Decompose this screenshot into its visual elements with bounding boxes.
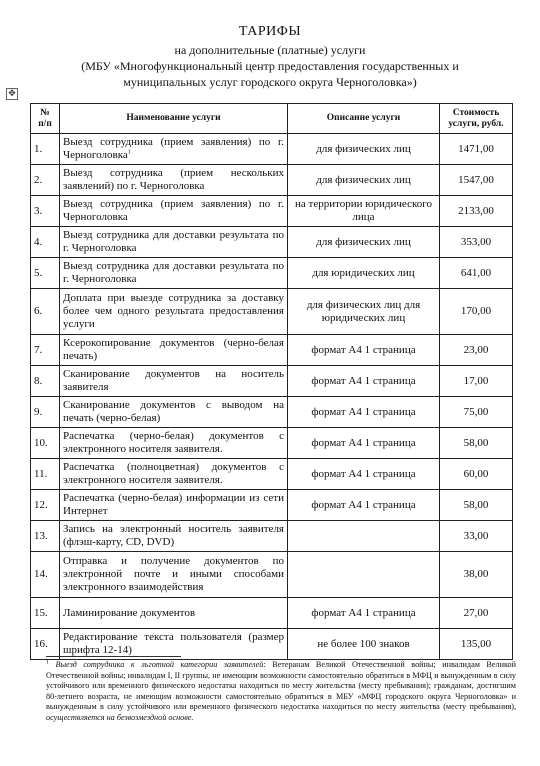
table-row — [31, 552, 513, 598]
service-price: 135,00 — [440, 629, 513, 660]
tariffs-table — [30, 103, 513, 660]
service-price: 75,00 — [440, 397, 513, 428]
table-header-row — [31, 104, 513, 134]
row-number: 9. — [31, 397, 60, 428]
service-description: для физических лиц — [288, 134, 440, 165]
row-number: 1. — [31, 134, 60, 165]
column-header-name: Наименование услуги — [60, 104, 288, 134]
service-description: формат А4 1 страница — [288, 598, 440, 629]
row-number: 13. — [31, 521, 60, 552]
column-header-price-line2: услуги, рубл. — [448, 118, 504, 129]
service-name: Распечатка (полноцветная) документов с электронного носителя заявителя. — [60, 459, 288, 490]
service-name: Выезд сотрудника (прием заявления) по г. Черноголовка — [60, 196, 288, 227]
service-description — [288, 552, 440, 598]
table-row — [31, 366, 513, 397]
footnote-tail: осуществляется на безвозмездной основе. — [46, 712, 194, 722]
table-row — [31, 459, 513, 490]
service-price: 58,00 — [440, 428, 513, 459]
page-title: ТАРИФЫ — [238, 24, 302, 39]
service-description: формат А4 1 страница — [288, 366, 440, 397]
table-row — [31, 397, 513, 428]
row-number: 8. — [31, 366, 60, 397]
service-price: 353,00 — [440, 227, 513, 258]
service-name: Доплата при выезде сотрудника за доставку более чем одного результата предоставления услуги — [60, 289, 288, 335]
column-header-price-line1: Стоимость — [452, 107, 500, 118]
table-row — [31, 629, 513, 660]
service-name: Редактирование текста пользователя (размер шрифта 12-14) — [60, 629, 288, 660]
service-description: формат А4 1 страница — [288, 335, 440, 366]
row-number: 5. — [31, 258, 60, 289]
service-description: формат А4 1 страница — [288, 428, 440, 459]
footnote-body: : Ветеранам Великой Отечественной войны; инвалидам Великой Отечественной войны; инвалидам I, II группы, не имеющим возможности самостоятельно обратиться в МФЦ и вынужденным в силу устойчивого или временного физического недостатка находиться по месту жительства (месту пребывания); гражданам, достигшим 80-летнего возраста, не имеющим возможности самостоятельно обратиться в МБУ «МФЦ городского округа Черноголовка» и вынужденным в силу устойчивого или временного физического недостатка находиться по месту жительства (месту пребывания), — [46, 660, 516, 711]
service-description: для юридических лиц — [288, 258, 440, 289]
row-number: 12. — [31, 490, 60, 521]
service-name: Ламинирование документов — [60, 598, 288, 629]
service-price: 38,00 — [440, 552, 513, 598]
service-description: формат А4 1 страница — [288, 490, 440, 521]
footnote-marker: 1 — [46, 659, 49, 666]
service-name: Выезд сотрудника для доставки результата по г. Черноголовка — [60, 258, 288, 289]
column-header-number-line1: № — [40, 107, 50, 118]
service-name: Отправка и получение документов по электронной почте и иными способами электронного взаимодействия — [60, 552, 288, 598]
table-row — [31, 428, 513, 459]
service-price: 17,00 — [440, 366, 513, 397]
service-name: Распечатка (черно-белая) информации из сети Интернет — [60, 490, 288, 521]
table-row — [31, 134, 513, 165]
footnote-separator — [46, 656, 181, 657]
table-row — [31, 196, 513, 227]
service-description: не более 100 знаков — [288, 629, 440, 660]
table-row — [31, 598, 513, 629]
table-row — [31, 335, 513, 366]
table-row — [31, 165, 513, 196]
table-row — [31, 289, 513, 335]
table-row — [31, 490, 513, 521]
table-row — [31, 227, 513, 258]
service-name: Запись на электронный носитель заявителя (флэш-карту, CD, DVD) — [60, 521, 288, 552]
service-description: на территории юридического лица — [288, 196, 440, 227]
service-price: 27,00 — [440, 598, 513, 629]
column-header-number-line2: п/п — [38, 118, 52, 129]
service-price: 1471,00 — [440, 134, 513, 165]
service-price: 60,00 — [440, 459, 513, 490]
service-price: 58,00 — [440, 490, 513, 521]
column-header-price — [440, 104, 513, 134]
service-description — [288, 521, 440, 552]
service-description: для физических лиц для юридических лиц — [288, 289, 440, 335]
footnote-lead: Выезд сотрудника к льготной категории заявителей — [55, 660, 264, 669]
row-number: 15. — [31, 598, 60, 629]
service-price: 641,00 — [440, 258, 513, 289]
service-description: формат А4 1 страница — [288, 397, 440, 428]
page-subtitle: на дополнительные (платные) услуги — [174, 43, 366, 57]
table-move-handle-icon[interactable]: ✥ — [6, 88, 18, 100]
service-name: Сканирование документов на носитель заявителя — [60, 366, 288, 397]
table-row — [31, 258, 513, 289]
service-name: Распечатка (черно-белая) документов с электронного носителя заявителя. — [60, 428, 288, 459]
organization-line-2: муниципальных услуг городского округа Черноголовка») — [123, 75, 417, 89]
row-number: 14. — [31, 552, 60, 598]
service-description: формат А4 1 страница — [288, 459, 440, 490]
column-header-number — [31, 104, 60, 134]
footnote-reference[interactable]: 1 — [127, 149, 131, 156]
row-number: 16. — [31, 629, 60, 660]
row-number: 2. — [31, 165, 60, 196]
service-price: 23,00 — [440, 335, 513, 366]
row-number: 11. — [31, 459, 60, 490]
service-name: Выезд сотрудника (прием нескольких заявлений) по г. Черноголовка — [60, 165, 288, 196]
service-price: 170,00 — [440, 289, 513, 335]
service-description: для физических лиц — [288, 227, 440, 258]
row-number: 10. — [31, 428, 60, 459]
service-price: 1547,00 — [440, 165, 513, 196]
footnote — [46, 660, 516, 723]
row-number: 7. — [31, 335, 60, 366]
service-price: 2133,00 — [440, 196, 513, 227]
row-number: 6. — [31, 289, 60, 335]
row-number: 3. — [31, 196, 60, 227]
service-name: Сканирование документов с выводом на печать (черно-белая) — [60, 397, 288, 428]
table-row — [31, 521, 513, 552]
service-description: для физических лиц — [288, 165, 440, 196]
service-price: 33,00 — [440, 521, 513, 552]
column-header-description: Описание услуги — [288, 104, 440, 134]
service-name-text: Выезд сотрудника (прием заявления) по г. Черноголовка — [63, 136, 284, 161]
row-number: 4. — [31, 227, 60, 258]
service-name: Выезд сотрудника для доставки результата по г. Черноголовка — [60, 227, 288, 258]
service-name — [60, 134, 288, 165]
organization-line-1: (МБУ «Многофункциональный центр предоставления государственных и — [81, 59, 459, 73]
service-name: Ксерокопирование документов (черно-белая печать) — [60, 335, 288, 366]
